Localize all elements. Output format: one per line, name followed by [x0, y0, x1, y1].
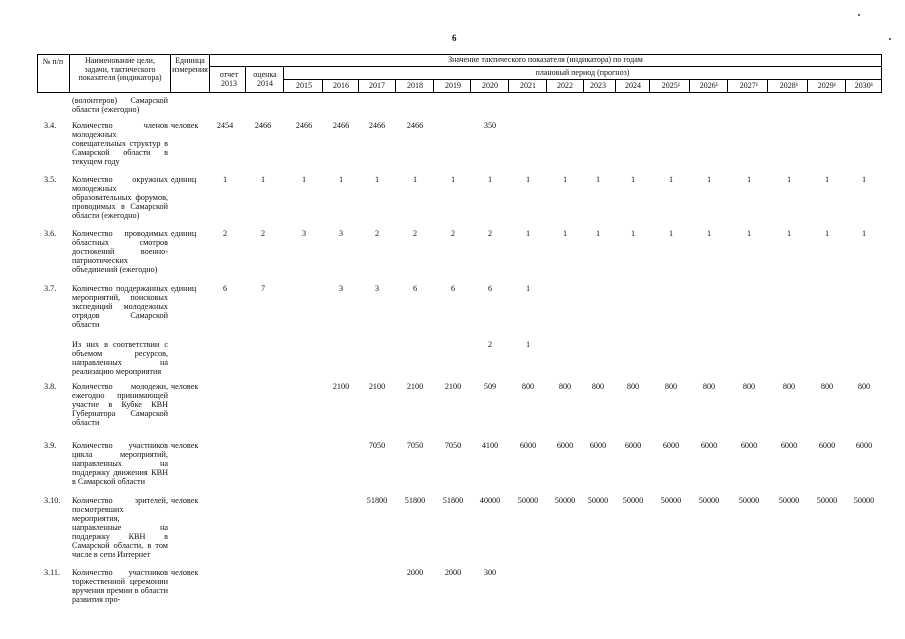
value-cell: 2000 [406, 568, 424, 577]
scan-speck [889, 38, 891, 40]
value-cell: 1 [786, 229, 792, 238]
value-cell: 800 [820, 382, 834, 391]
value-cell: 2466 [254, 121, 272, 130]
value-cell: 51800 [404, 496, 426, 505]
value-cell: 1 [412, 175, 418, 184]
value-cell: 6000 [519, 441, 537, 450]
value-cell: 6 [222, 284, 228, 293]
grid-line [689, 79, 690, 93]
col-header-report: отчет 2013 [219, 70, 239, 88]
row-number: 3.10. [44, 496, 61, 505]
indicator-name: Количество зрителей, посмотревших мероприятия, направленные на поддержку КВН в Самарской области, в том числе в сети Интернет [72, 496, 168, 559]
value-cell: 1 [487, 175, 493, 184]
grid-line [727, 79, 728, 93]
value-cell: 1 [746, 175, 752, 184]
value-cell: 6000 [855, 441, 873, 450]
value-cell: 1 [525, 229, 531, 238]
indicator-name: Количество участников торжественной церемонии вручения премии в области развития про- [72, 568, 168, 604]
value-cell: 2100 [444, 382, 462, 391]
indicator-name: Из них в соответствии с объемом ресурсов, направленных на реализацию мероприятия [72, 340, 168, 376]
value-cell: 7 [260, 284, 266, 293]
value-cell: 2 [487, 340, 493, 349]
year-header: 2019 [445, 81, 461, 90]
col-header-unit: Единица измерения [172, 56, 208, 74]
value-cell: 3 [374, 284, 380, 293]
row-number: 3.9. [44, 441, 57, 450]
col-header-plan: плановый период (прогноз) [535, 68, 630, 77]
value-cell: 1 [525, 340, 531, 349]
value-cell: 1 [668, 175, 674, 184]
value-cell: 2100 [406, 382, 424, 391]
value-cell: 51800 [366, 496, 388, 505]
grid-line [37, 54, 38, 93]
value-cell: 2 [450, 229, 456, 238]
value-cell: 2000 [444, 568, 462, 577]
value-cell: 2466 [295, 121, 313, 130]
indicator-name: Количество молодежи, ежегодно принимающей участие в Кубке КВН Губернатора Самарской области [72, 382, 168, 427]
row-number: 3.6. [44, 229, 57, 238]
year-header: 2027¹ [739, 81, 759, 90]
value-cell: 1 [525, 175, 531, 184]
indicator-name: Количество проводимых областных смотров достижений военно-патриотических объединений (ежегодно) [72, 229, 168, 274]
value-cell: 40000 [479, 496, 501, 505]
value-cell: 6000 [780, 441, 798, 450]
value-cell: 800 [591, 382, 605, 391]
col-header-name: Наименование цели, задачи, тактического показателя (индикатора) [78, 56, 162, 82]
value-cell: 6 [450, 284, 456, 293]
value-cell: 50000 [816, 496, 838, 505]
scan-speck [858, 14, 860, 16]
value-cell: 509 [483, 382, 497, 391]
value-cell: 300 [483, 568, 497, 577]
value-cell: 2466 [406, 121, 424, 130]
value-cell: 7050 [444, 441, 462, 450]
group-divider [209, 66, 882, 67]
value-cell: 1 [301, 175, 307, 184]
year-header: 2023 [590, 81, 606, 90]
grid-line [395, 79, 396, 93]
year-header: 2024 [625, 81, 641, 90]
value-cell: 2466 [332, 121, 350, 130]
value-cell: 6000 [740, 441, 758, 450]
value-cell: 2 [412, 229, 418, 238]
value-cell: 6000 [818, 441, 836, 450]
value-cell: 4100 [481, 441, 499, 450]
value-cell: 1 [861, 175, 867, 184]
value-cell: 51800 [442, 496, 464, 505]
value-cell: 50000 [622, 496, 644, 505]
value-cell: 1 [562, 175, 568, 184]
value-cell: 800 [782, 382, 796, 391]
value-cell: 50000 [517, 496, 539, 505]
value-cell: 6 [412, 284, 418, 293]
year-header: 2020 [482, 81, 498, 90]
value-cell: 1 [824, 229, 830, 238]
row-number: 3.5. [44, 175, 57, 184]
value-cell: 800 [521, 382, 535, 391]
value-cell: 1 [595, 229, 601, 238]
value-cell: 1 [861, 229, 867, 238]
value-cell: 2 [374, 229, 380, 238]
unit: единиц [171, 175, 197, 184]
value-cell: 1 [450, 175, 456, 184]
value-cell: 3 [301, 229, 307, 238]
year-header: 2021 [520, 81, 536, 90]
row-number: 3.7. [44, 284, 57, 293]
value-cell: 1 [706, 175, 712, 184]
value-cell: 1 [595, 175, 601, 184]
value-cell: 1 [374, 175, 380, 184]
value-cell: 800 [702, 382, 716, 391]
indicator-name: Количество участников цикла мероприятий, направленных на поддержку движения КВН в Самарской области [72, 441, 168, 486]
value-cell: 1 [668, 229, 674, 238]
value-cell: 1 [562, 229, 568, 238]
value-cell: 50000 [778, 496, 800, 505]
value-cell: 350 [483, 121, 497, 130]
year-header: 2030¹ [854, 81, 874, 90]
value-cell: 7050 [368, 441, 386, 450]
grid-line [767, 79, 768, 93]
year-header: 2015 [296, 81, 312, 90]
value-cell: 800 [664, 382, 678, 391]
value-cell: 1 [630, 175, 636, 184]
col-header-group: Значение тактического показателя (индикатора) по годам [448, 55, 643, 64]
year-header: 2017 [369, 81, 385, 90]
year-header: 2022 [557, 81, 573, 90]
col-header-number: № п/п [42, 57, 64, 66]
year-header: 2026¹ [699, 81, 719, 90]
col-header-estimate: оценка 2014 [253, 70, 277, 88]
value-cell: 50000 [554, 496, 576, 505]
year-header: 2025¹ [661, 81, 681, 90]
value-cell: 1 [338, 175, 344, 184]
value-cell: 2466 [368, 121, 386, 130]
value-cell: 2 [487, 229, 493, 238]
value-cell: 50000 [698, 496, 720, 505]
value-cell: 6000 [589, 441, 607, 450]
indicator-name: Количество членов молодежных совещательных структур в Самарской области в текущем году [72, 121, 168, 166]
value-cell: 800 [742, 382, 756, 391]
year-header: 2028¹ [779, 81, 799, 90]
unit: человек [171, 496, 199, 505]
value-cell: 800 [857, 382, 871, 391]
value-cell: 1 [222, 175, 228, 184]
indicator-name: (волонтеров) Самарской области (ежегодно) [72, 96, 168, 114]
indicator-name: Количество окружных молодежных образовательных форумов, проводимых в Самарской области (ежегодно) [72, 175, 168, 220]
value-cell: 800 [558, 382, 572, 391]
value-cell: 3 [338, 229, 344, 238]
unit: человек [171, 568, 199, 577]
value-cell: 1 [746, 229, 752, 238]
value-cell: 50000 [587, 496, 609, 505]
grid-line [245, 66, 246, 93]
value-cell: 6000 [700, 441, 718, 450]
page-number: 6 [452, 33, 457, 43]
unit: единиц [171, 229, 197, 238]
value-cell: 800 [626, 382, 640, 391]
grid-line [170, 54, 171, 93]
unit: единиц [171, 284, 197, 293]
value-cell: 1 [630, 229, 636, 238]
value-cell: 1 [786, 175, 792, 184]
unit: человек [171, 121, 199, 130]
value-cell: 6000 [556, 441, 574, 450]
table-header [37, 54, 882, 93]
value-cell: 6000 [624, 441, 642, 450]
header-bottom-border [37, 92, 882, 93]
row-number: 3.11. [44, 568, 61, 577]
grid-line [508, 79, 509, 93]
year-header: 2018 [407, 81, 423, 90]
value-cell: 1 [525, 284, 531, 293]
grid-line [807, 79, 808, 93]
value-cell: 2 [222, 229, 228, 238]
value-cell: 6000 [662, 441, 680, 450]
value-cell: 1 [260, 175, 266, 184]
row-number: 3.8. [44, 382, 57, 391]
year-header: 2029¹ [817, 81, 837, 90]
indicator-name: Количество поддержанных мероприятий, поисковых экспедиций молодежных отрядов Самарской области [72, 284, 168, 329]
grid-line [69, 54, 70, 93]
value-cell: 2454 [216, 121, 234, 130]
value-cell: 3 [338, 284, 344, 293]
value-cell: 7050 [406, 441, 424, 450]
unit: человек [171, 382, 199, 391]
unit: человек [171, 441, 199, 450]
value-cell: 2 [260, 229, 266, 238]
value-cell: 1 [824, 175, 830, 184]
value-cell: 50000 [738, 496, 760, 505]
value-cell: 1 [706, 229, 712, 238]
value-cell: 50000 [853, 496, 875, 505]
row-number: 3.4. [44, 121, 57, 130]
value-cell: 6 [487, 284, 493, 293]
value-cell: 2100 [368, 382, 386, 391]
value-cell: 50000 [660, 496, 682, 505]
year-header: 2016 [333, 81, 349, 90]
value-cell: 2100 [332, 382, 350, 391]
grid-line [433, 79, 434, 93]
